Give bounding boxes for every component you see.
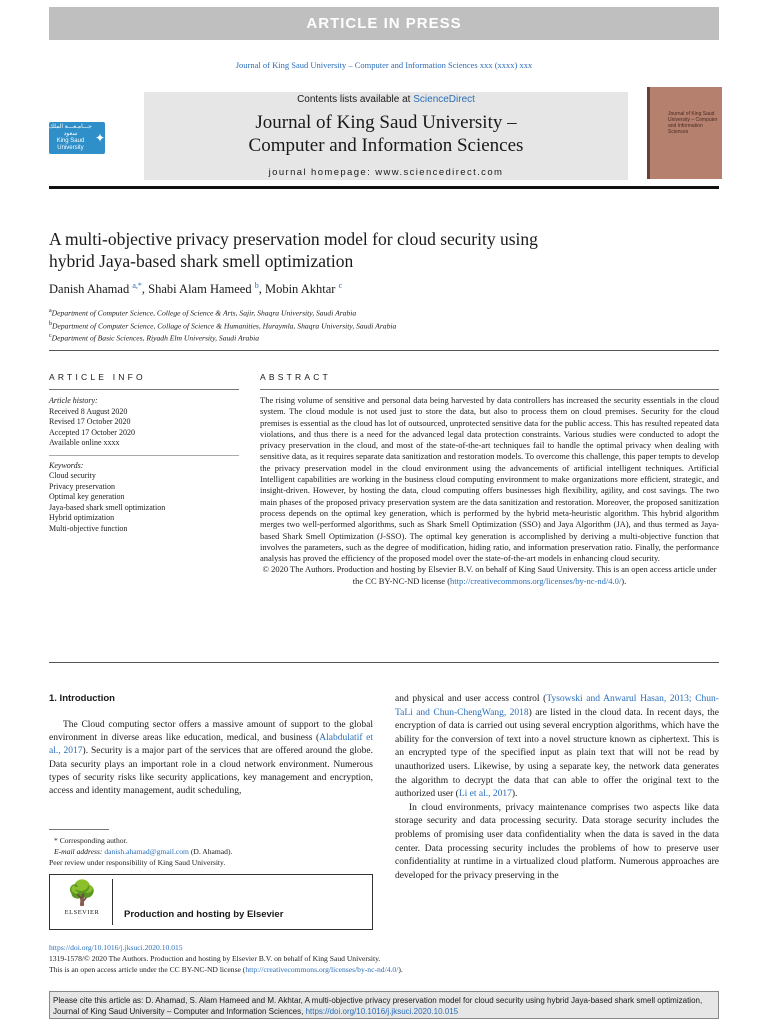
header-divider [49,350,719,351]
author-list [49,281,342,297]
cover-text: Journal of King Saud University – Computer and Information Sciences [668,111,718,135]
article-history-label: Article history: [49,396,98,405]
paragraph [49,719,373,798]
article-info-rule [49,389,239,390]
abstract-heading: ABSTRACT [260,372,331,382]
sciencedirect-link[interactable]: ScienceDirect [413,94,475,105]
affiliation-text: Department of Basic Sciences, Riyadh Elm University, Saudi Arabia [51,333,260,343]
paragraph-text: The Cloud computing sector offers a massive amount of support to the global environment in diverse areas like education, medical, and business ( [49,720,373,744]
abstract-divider [49,662,719,663]
keyword-item: Jaya-based shark smell optimization [49,502,166,512]
affiliation-item [49,331,729,344]
author-separator: , [258,282,265,297]
copyright-suffix: ). [621,575,627,586]
citation-link[interactable]: Alabdulatif et al., 2017 [49,733,374,757]
affiliation-text: Department of Computer Science, Collage of Science & Humanities, Huraymla, Shaqra University, Saudi Arabia [52,321,397,331]
box-divider [112,879,113,925]
abstract-text: The rising volume of sensitive and personal data being harvested by data controllers has increased the security essentials in the cloud system. The cloud module is not used just to store the data, but also to process them on cloud premises. Security for the cloud premises is essential as the cloud has lot of outsourced, unprotected sensitive data for the public access. This has resulted repeated data violations, and thus there is a need for the advanced legal data protection constraints. Various studies were conducted to adopt the privacy preservation in the cloud, and most of the state-of-the-art techniques fail to handle the optimal privacy when dealing with sensitive data, as it requires separate data sanitization and restoration models. To overcome this challenge, this paper tempts to develop the privacy preservation model in the cloud environment using the advancements of artificial intelligent techniques. Artificial Intelligent capabilities are working in the business cloud computing environment to make organizations more efficient, strategic, and insight-driven. However, by hosting the data, cloud computing offers businesses high flexibility, agility, and cost savings. The two main phases of the proposed privacy preservation system are the data sanitization and restoration. Moreover, the proposed sanitization process depends on the optimal key generation, which is performed by the hybrid meta-heuristic algorithm. This hybrid algorithm merges two well-performed algorithms, such as Shark Smell Optimization (SSO) and Jaya Algorithm (JA), and thus termed as Jaya-based Shark Smell Optimization (J-SSO). The optimal key generation is accomplished by deriving a multi-objective function that involves the parameters, such as the degree of modification, hiding ratio, and information preservation ratio. Finally, the performance analysis has proved the efficiency of the proposed model over the state-of-the-art models in enhancing cloud security. [260,395,719,564]
introduction-heading: 1. Introduction [49,693,115,704]
history-item: Received 8 August 2020 [49,406,128,416]
license-line [49,964,729,975]
elsevier-production-box [49,874,373,930]
abstract [260,395,719,587]
email-note [49,846,373,857]
tree-icon: 🌳 [67,881,97,907]
journal-cover-thumbnail [647,87,722,179]
license-link[interactable]: http://creativecommons.org/licenses/by-nc-nd/4.0/ [245,965,399,974]
affiliation-item [49,306,729,319]
affiliation-item [49,319,729,332]
paragraph-text: ). Security is a major part of the services that are offered around the globe. Data security plays an important role in a cloud network environment. Numerous types of security risks like security applications, key management and encryption, access and identity management, audit scheduling, [49,746,373,797]
masthead-center [144,92,628,180]
citation-box [49,991,719,1019]
journal-masthead [49,84,719,188]
journal-title-line2: Computer and Information Sciences [248,135,524,156]
article-info-heading: ARTICLE INFO [49,372,146,382]
article-in-press-banner: ARTICLE IN PRESS [49,7,719,40]
author-name[interactable]: Shabi Alam Hameed [148,282,252,297]
footnote-rule [49,829,109,830]
keyword-item: Multi-objective function [49,523,128,533]
elsevier-wordmark: ELSEVIER [64,909,100,916]
license-text: This is an open access article under the CC BY-NC-ND license ( [49,965,246,974]
footnotes [49,835,373,868]
elsevier-logo [59,879,105,925]
history-item: Accepted 17 October 2020 [49,427,135,437]
keyword-item: Optimal key generation [49,492,125,501]
author-affiliation-mark[interactable]: a,* [132,281,142,290]
email-link[interactable]: danish.ahamad@gmail.com [104,847,189,856]
palm-emblem-icon: ✦ [94,130,105,145]
contents-line [144,94,628,105]
contents-prefix: Contents lists available at [297,94,414,105]
doi-link[interactable]: https://doi.org/10.1016/j.jksuci.2020.10.015 [49,943,183,952]
author-separator: , [141,282,149,297]
bottom-metadata [49,942,729,975]
copyright-text: © 2020 The Authors. Production and hosting by Elsevier B.V. on behalf of King Saud University. This is an open access article under the CC BY-NC-ND license ( [262,564,717,586]
author-name[interactable]: Mobin Akhtar [264,282,336,297]
production-text: Production and hosting by Elsevier [124,909,284,920]
affiliation-mark: c [49,333,52,340]
journal-title-line1: Journal of King Saud University – [255,112,517,133]
introduction-right-column [395,693,719,883]
article-info [49,396,239,534]
email-label: E-mail address: [54,847,105,856]
masthead-rule [49,186,719,189]
citation-doi-link[interactable]: https://doi.org/10.1016/j.jksuci.2020.10.015 [305,1007,459,1016]
article-title-line1: A multi-objective privacy preservation model for cloud security using [49,229,538,249]
keyword-item: Hybrid optimization [49,513,115,522]
author-name[interactable]: Danish Ahamad [49,282,130,297]
citation-link[interactable]: Li et al., 2017 [458,789,512,800]
paragraph-text: ) are listed in the cloud data. In recent days, the encryption of data is carried out using several encryption algorithms, which have the ability for the conversion of text into a novel structure known as ciphertext. This is an encrypted type of the specified input as plain text that will not be read by unauthorized users. Likewise, by using a separate key, the network data generates the algorithm to decrypt the data that can able to offer the original text to the authorized user ( [395,707,719,800]
abstract-copyright [260,564,719,587]
affiliation-mark: b [49,320,52,327]
citation-link[interactable]: Tysowski and Anwarul Hasan, 2013; Chun-TaLi and Chun-ChengWang, 2018 [395,694,719,718]
journal-reference-link[interactable]: Journal of King Saud University – Computer and Information Sciences xxx (xxxx) xxx [235,60,533,70]
journal-title [144,111,628,157]
article-title [49,228,719,272]
paragraph-text: and physical and user access control ( [395,694,547,704]
author-affiliation-mark[interactable]: c [338,281,343,290]
corresponding-author-note: * Corresponding author. [54,836,128,845]
abstract-rule [260,389,719,390]
keywords-label: Keywords: [49,460,84,470]
journal-homepage[interactable]: journal homepage: www.sciencedirect.com [268,167,504,178]
affiliation-text: Department of Computer Science, College of Science & Arts, Sajir, Shaqra University, Saudi Arabia [51,308,357,318]
keyword-item: Privacy preservation [49,481,115,491]
introduction-left-column [49,719,373,798]
peer-review-note: Peer review under responsibility of King Saud University. [49,858,226,867]
license-suffix: ). [398,965,403,974]
email-suffix: (D. Ahamad). [188,847,233,856]
paragraph: In cloud environments, privacy maintenance comprises two aspects like data storage security and data processing security. Data storage security includes the problems of promising user data confidentiality when the data is saved in the data center. Data processing security includes the problems of how to preserve user confidentiality at runtime in a virtualized cloud platform. Numerous approaches are developed for the privacy preserving in the [395,802,719,881]
paragraph [395,693,719,802]
article-title-line2: hybrid Jaya-based shark smell optimization [49,251,354,271]
info-separator [49,455,239,456]
logo-text: جـــامـعـــة الملك سعود King Saud University [49,124,92,151]
paragraph-text: ). [511,789,518,800]
issn-line: 1319-1578/© 2020 The Authors. Production and hosting by Elsevier B.V. on behalf of King Saud University. [49,954,381,963]
king-saud-university-logo [49,122,105,154]
history-item: Available online xxxx [49,438,120,447]
history-item: Revised 17 October 2020 [49,417,131,426]
keyword-item: Cloud security [49,471,96,480]
affiliations [49,306,729,344]
license-link[interactable]: http://creativecommons.org/licenses/by-nc-nd/4.0/ [450,575,622,586]
author-affiliation-mark[interactable]: b [254,281,259,290]
affiliation-mark: a [49,308,52,314]
citation-text: Please cite this article as: D. Ahamad, S. Alam Hameed and M. Akhtar, A multi-objective privacy preservation model for cloud security using hybrid Jaya-based shark smell optimization, Journal of King Saud University – Computer and Information Sciences, [53,996,703,1016]
